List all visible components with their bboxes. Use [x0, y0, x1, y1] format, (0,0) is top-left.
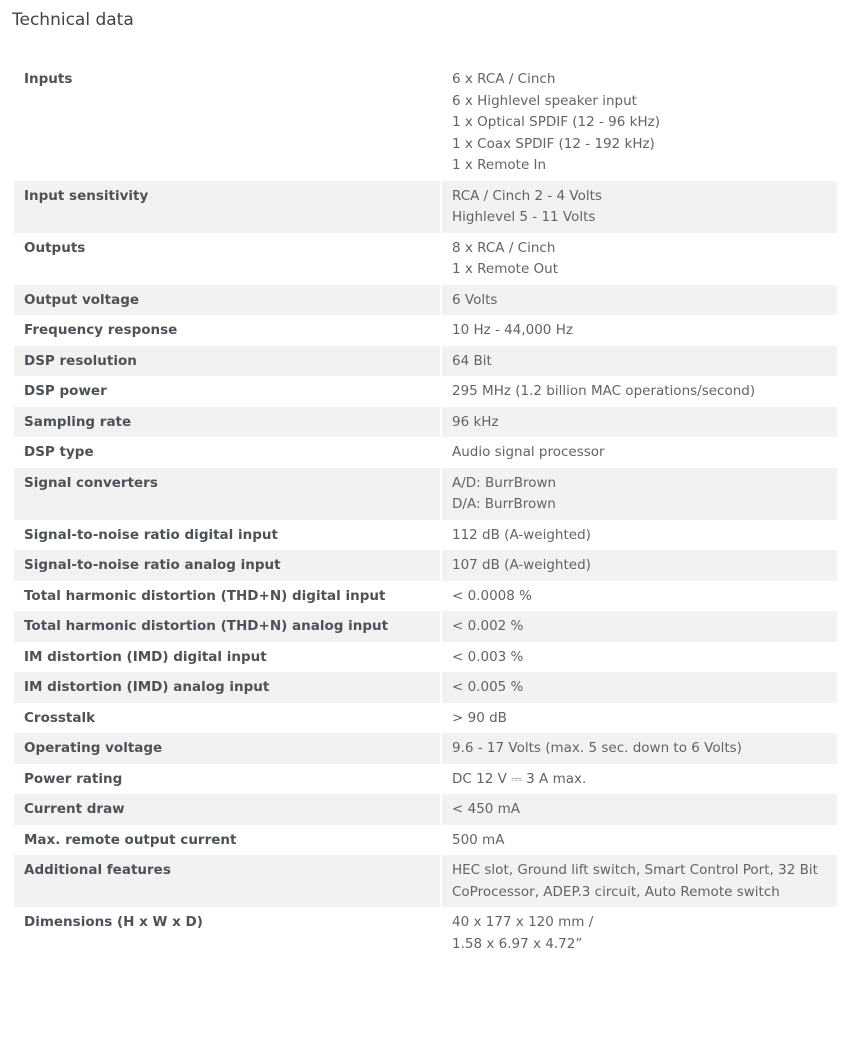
spec-value-line: 9.6 - 17 Volts (max. 5 sec. down to 6 Volts) [452, 740, 742, 756]
spec-row [14, 315, 837, 346]
spec-value [440, 794, 837, 825]
spec-value [440, 703, 837, 734]
spec-label: Inputs [24, 71, 73, 87]
spec-value-line: D/A: BurrBrown [452, 496, 556, 512]
spec-label: Total harmonic distortion (THD+N) digital input [24, 587, 386, 604]
spec-value-line: < 0.005 % [452, 679, 524, 695]
spec-label: Input sensitivity [14, 181, 440, 233]
spec-value-line: 107 dB (A-weighted) [452, 557, 591, 573]
spec-row [14, 581, 837, 612]
spec-value [440, 733, 837, 764]
spec-row [14, 611, 837, 642]
spec-value [440, 468, 837, 520]
spec-label: Signal-to-noise ratio digital input [24, 526, 278, 543]
spec-row [14, 437, 837, 468]
spec-value [440, 346, 837, 377]
spec-label: Sampling rate [14, 407, 440, 438]
spec-value-line: HEC slot, Ground lift switch, Smart Control Port, 32 Bit [452, 862, 818, 878]
spec-row [14, 376, 837, 407]
spec-value [440, 672, 837, 703]
spec-value [440, 611, 837, 642]
spec-label: DSP type [24, 444, 94, 460]
spec-value-line: DC 12 V ⎓ 3 A max. [452, 770, 587, 787]
spec-label: Crosstalk [24, 709, 96, 726]
spec-value-line: 500 mA [452, 831, 505, 848]
spec-value [440, 581, 837, 612]
spec-label: Total harmonic distortion (THD+N) analog input [14, 611, 440, 642]
spec-row [14, 468, 837, 520]
spec-value-line: 1 x Remote In [452, 157, 547, 173]
spec-value-line: 10 Hz - 44,000 Hz [452, 322, 573, 338]
spec-value [440, 437, 837, 468]
spec-row [14, 181, 837, 233]
spec-value-line: 1 x Remote Out [452, 261, 559, 277]
spec-label: Current draw [14, 794, 440, 825]
spec-value-line: 96 kHz [452, 413, 499, 430]
spec-row [14, 825, 837, 856]
spec-value [440, 64, 837, 181]
spec-label: Frequency response [24, 322, 178, 338]
spec-row [14, 907, 837, 959]
spec-row [14, 64, 837, 181]
spec-label: Signal converters [14, 468, 440, 520]
spec-value-line: > 90 dB [452, 709, 507, 726]
spec-row [14, 346, 837, 377]
spec-table-body [14, 64, 837, 959]
spec-value-line: Highlevel 5 - 11 Volts [452, 209, 596, 225]
spec-row [14, 794, 837, 825]
spec-row [14, 672, 837, 703]
spec-row [14, 285, 837, 316]
spec-label: IM distortion (IMD) digital input [24, 648, 267, 665]
spec-value [440, 825, 837, 856]
spec-row [14, 733, 837, 764]
spec-value-line: 64 Bit [452, 352, 492, 369]
spec-label: DSP power [24, 383, 107, 399]
spec-value-line: A/D: BurrBrown [452, 474, 557, 491]
spec-value [440, 285, 837, 316]
spec-row [14, 407, 837, 438]
spec-row [14, 642, 837, 673]
spec-value [440, 907, 837, 959]
spec-value-line: 8 x RCA / Cinch [452, 239, 556, 256]
spec-value-line: < 0.003 % [452, 648, 524, 665]
spec-row [14, 550, 837, 581]
spec-table [14, 64, 837, 959]
spec-label: Additional features [14, 855, 440, 907]
spec-value-line: Audio signal processor [452, 444, 605, 460]
page-title: Technical data [12, 10, 134, 30]
spec-value-line: 1 x Optical SPDIF (12 - 96 kHz) [452, 114, 660, 130]
spec-label: Signal-to-noise ratio analog input [14, 550, 440, 581]
spec-value-line: 1 x Coax SPDIF (12 - 192 kHz) [452, 135, 655, 152]
spec-label: Operating voltage [14, 733, 440, 764]
spec-label: Outputs [24, 239, 86, 256]
spec-value-line: 1.58 x 6.97 x 4.72” [452, 935, 583, 952]
spec-value [440, 181, 837, 233]
spec-value-line: 6 Volts [452, 291, 498, 308]
spec-value-line: 112 dB (A-weighted) [452, 526, 591, 543]
spec-label: Max. remote output current [24, 831, 237, 848]
spec-value [440, 315, 837, 346]
spec-value-line: < 0.002 % [452, 618, 524, 634]
spec-row [14, 855, 837, 907]
spec-value-line: < 450 mA [452, 801, 521, 817]
spec-value [440, 376, 837, 407]
spec-row [14, 703, 837, 734]
spec-value-line: 40 x 177 x 120 mm / [452, 914, 594, 930]
spec-value [440, 764, 837, 795]
spec-value-line: 6 x Highlevel speaker input [452, 92, 637, 109]
spec-value [440, 233, 837, 285]
spec-row [14, 233, 837, 285]
spec-value [440, 855, 837, 907]
spec-value-line: 295 MHz (1.2 billion MAC operations/second) [452, 383, 756, 399]
spec-label: Dimensions (H x W x D) [24, 914, 203, 930]
spec-label: DSP resolution [14, 346, 440, 377]
spec-value [440, 550, 837, 581]
spec-value-line: 6 x RCA / Cinch [452, 71, 556, 87]
spec-value [440, 407, 837, 438]
spec-value-line: RCA / Cinch 2 - 4 Volts [452, 187, 602, 204]
spec-row [14, 764, 837, 795]
spec-value [440, 642, 837, 673]
spec-value-line: < 0.0008 % [452, 587, 532, 604]
spec-label: IM distortion (IMD) analog input [14, 672, 440, 703]
spec-value [440, 520, 837, 551]
spec-label: Power rating [24, 770, 123, 787]
spec-row [14, 520, 837, 551]
spec-label: Output voltage [14, 285, 440, 316]
spec-value-line: CoProcessor, ADEP.3 circuit, Auto Remote switch [452, 883, 780, 900]
